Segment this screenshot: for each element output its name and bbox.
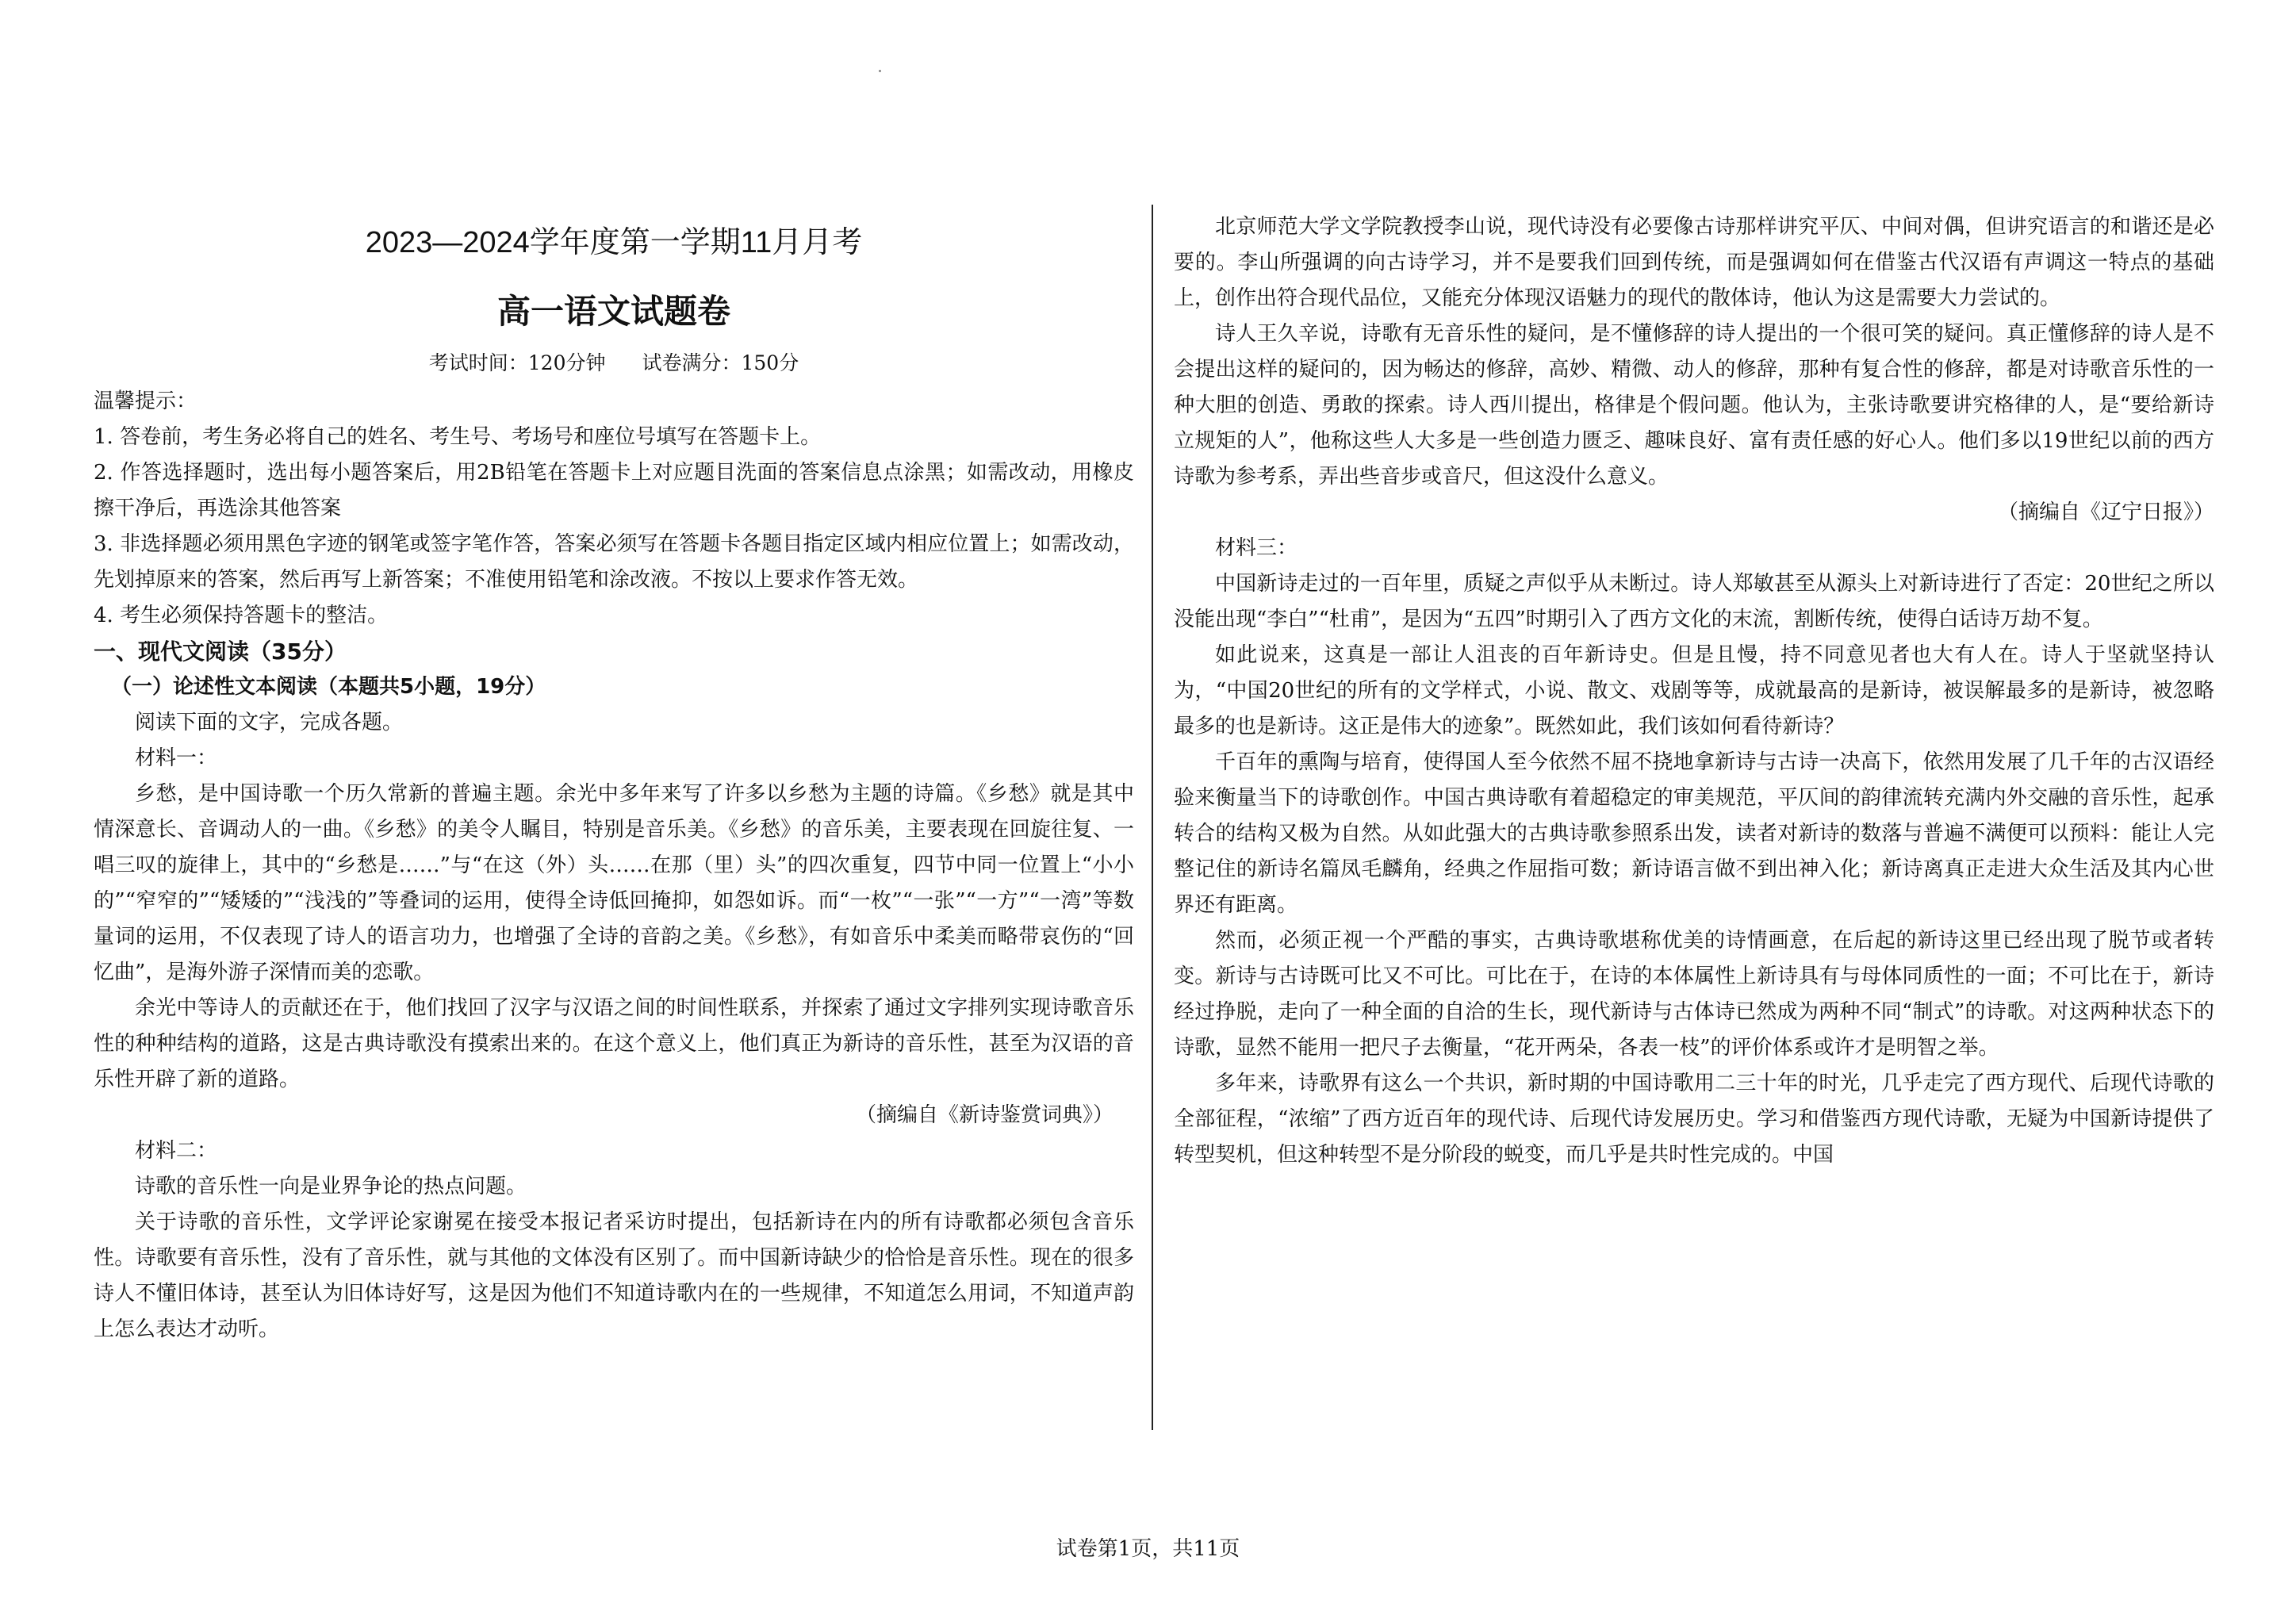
- material-source: （摘编自《新诗鉴赏词典》）: [855, 1103, 1114, 1127]
- exam-time: 考试时间：120分钟: [428, 351, 606, 374]
- material-paragraph: 诗歌的音乐性一向是业界争论的热点问题。: [135, 1175, 527, 1198]
- notice-item: 2. 作答选择题时，选出每小题答案后，用2B铅笔在答题卡上对应题目洗面的答案信息点涂黑；如需改动，用橡皮擦干净后，再选涂其他答案: [94, 461, 1134, 520]
- material-source: （摘编自《辽宁日报》）: [1997, 500, 2214, 524]
- notice-heading: 温馨提示：: [94, 389, 197, 413]
- material-label: 材料二：: [135, 1139, 218, 1163]
- right-text-flow: [1174, 209, 2214, 1173]
- reading-instruction: 阅读下面的文字，完成各题。: [135, 711, 404, 734]
- right-column: [1174, 0, 2214, 1622]
- column-divider: [1152, 205, 1153, 1430]
- material-paragraph: 诗人王久辛说，诗歌有无音乐性的疑问，是不懂修辞的诗人提出的一个很可笑的疑问。真正懂修辞的诗人是不会提出这样的疑问的，因为畅达的修辞，高妙、精微、动人的修辞，那种有复合性的修辞，都是对诗歌音乐性的一种大胆的创造、勇敢的探索。诗人西川提出，格律是个假问题。他认为，主张诗歌要讲究格律的人，是“要给新诗立规矩的人”，他称这些人大多是一些创造力匮乏、趣味良好、富有责任感的好心人。他们多以19世纪以前的西方诗歌为参考系，弄出些音步或音尺，但这没什么意义。: [1174, 322, 2214, 489]
- left-column: [94, 0, 1134, 1622]
- material-paragraph: 北京师范大学文学院教授李山说，现代诗没有必要像古诗那样讲究平仄、中间对偶，但讲究语言的和谐还是必要的。李山所强调的向古诗学习，并不是要我们回到传统，而是强调如何在借鉴古代汉语有声调这一特点的基础上，创作出符合现代品位，又能充分体现汉语魅力的现代的散体诗，他认为这是需要大力尝试的。: [1174, 215, 2214, 310]
- material-paragraph: 如此说来，这真是一部让人沮丧的百年新诗史。但是且慢，持不同意见者也大有人在。诗人于坚就坚持认为，“中国20世纪的所有的文学样式，小说、散文、戏剧等等，成就最高的是新诗，被误解最多的是新诗，被忽略最多的也是新诗。这正是伟大的迹象”。既然如此，我们该如何看待新诗？: [1174, 643, 2214, 738]
- material-paragraph: 余光中等诗人的贡献还在于，他们找回了汉字与汉语之间的时间性联系，并探索了通过文字排列实现诗歌音乐性的种种结构的道路，这是古典诗歌没有摸索出来的。在这个意义上，他们真正为新诗的音乐性，甚至为汉语的音乐性开辟了新的道路。: [94, 996, 1134, 1091]
- material-label: 材料一：: [135, 746, 218, 770]
- notice-item: 3. 非选择题必须用黑色字迹的钢笔或签字笔作答，答案必须写在答题卡各题目指定区域内相应位置上；如需改动，先划掉原来的答案，然后再写上新答案；不准使用铅笔和涂改液。不按以上要求作答无效。: [94, 532, 1134, 592]
- material-paragraph: 千百年的熏陶与培育，使得国人至今依然不屈不挠地拿新诗与古诗一决高下，依然用发展了几千年的古汉语经验来衡量当下的诗歌创作。中国古典诗歌有着超稳定的审美规范，平仄间的韵律流转充满内外交融的音乐性，起承转合的结构又极为自然。从如此强大的古典诗歌参照系出发，读者对新诗的数落与普遍不满便可以预料：能让人完整记住的新诗名篇凤毛麟角，经典之作屈指可数；新诗语言做不到出神入化；新诗离真正走进大众生活及其内心世界还有距离。: [1174, 750, 2214, 917]
- exam-subject-title: 高一语文试题卷: [496, 292, 730, 331]
- material-paragraph: 中国新诗走过的一百年里，质疑之声似乎从未断过。诗人郑敏甚至从源头上对新诗进行了否定：20世纪之所以没能出现“李白”“杜甫”，是因为“五四”时期引入了西方文化的末流，割断传统，使得白话诗万劫不复。: [1174, 572, 2214, 631]
- left-text-flow: [94, 384, 1134, 1348]
- page-footer: 试卷第1页，共11页: [1056, 1537, 1240, 1561]
- material-paragraph: 多年来，诗歌界有这么一个共识，新时期的中国诗歌用二三十年的时光，几乎走完了西方现代、后现代诗歌的全部征程，“浓缩”了西方近百年的现代诗、后现代诗发展历史。学习和借鉴西方现代诗歌，无疑为中国新诗提供了转型契机，但这种转型不是分阶段的蜕变，而几乎是共时性完成的。中国: [1174, 1072, 2214, 1167]
- exam-info: [94, 349, 1134, 378]
- material-paragraph: 关于诗歌的音乐性，文学评论家谢冕在接受本报记者采访时提出，包括新诗在内的所有诗歌都必须包含音乐性。诗歌要有音乐性，没有了音乐性，就与其他的文体没有区别了。而中国新诗缺少的恰恰是音乐性。现在的很多诗人不懂旧体诗，甚至认为旧体诗好写，这是因为他们不知道诗歌内在的一些规律，不知道怎么用词，不知道声韵上怎么表达才动听。: [94, 1210, 1134, 1341]
- notice-item: 1. 答卷前，考生务必将自己的姓名、考生号、考场号和座位号填写在答题卡上。: [94, 425, 822, 449]
- material-label: 材料三：: [1215, 536, 1298, 560]
- material-paragraph: 乡愁，是中国诗歌一个历久常新的普遍主题。余光中多年来写了许多以乡愁为主题的诗篇。《乡愁》就是其中情深意长、音调动人的一曲。《乡愁》的美令人瞩目，特别是音乐美。《乡愁》的音乐美，主要表现在回旋往复、一唱三叹的旋律上，其中的“乡愁是……”与“在这（外）头……在那（里）头”的四次重复，四节中同一位置上“小小的”“窄窄的”“矮矮的”“浅浅的”等叠词的运用，使得全诗低回掩抑，如怨如诉。而“一枚”“一张”“一方”“一湾”等数量词的运用，不仅表现了诗人的语言功力，也增强了全诗的音韵之美。《乡愁》，有如音乐中柔美而略带哀伤的“回忆曲”，是海外游子深情而美的恋歌。: [94, 782, 1134, 984]
- section-heading: 一、现代文阅读（35分）: [94, 638, 347, 665]
- subsection-heading: （一）论述性文本阅读（本题共5小题，19分）: [111, 675, 546, 699]
- exam-title: 2023—2024学年度第一学期11月月考: [365, 226, 863, 259]
- material-paragraph: 然而，必须正视一个严酷的事实，古典诗歌堪称优美的诗情画意，在后起的新诗这里已经出现了脱节或者转变。新诗与古诗既可比又不可比。可比在于，在诗的本体属性上新诗具有与母体同质性的一面；不可比在于，新诗经过挣脱，走向了一种全面的自洽的生长，现代新诗与古体诗已然成为两种不同“制式”的诗歌。对这两种状态下的诗歌，显然不能用一把尺子去衡量，“花开两朵，各表一枝”的评价体系或许才是明智之举。: [1174, 929, 2214, 1060]
- full-score: 试卷满分：150分: [642, 351, 799, 374]
- notice-item: 4. 考生必须保持答题卡的整洁。: [94, 604, 389, 627]
